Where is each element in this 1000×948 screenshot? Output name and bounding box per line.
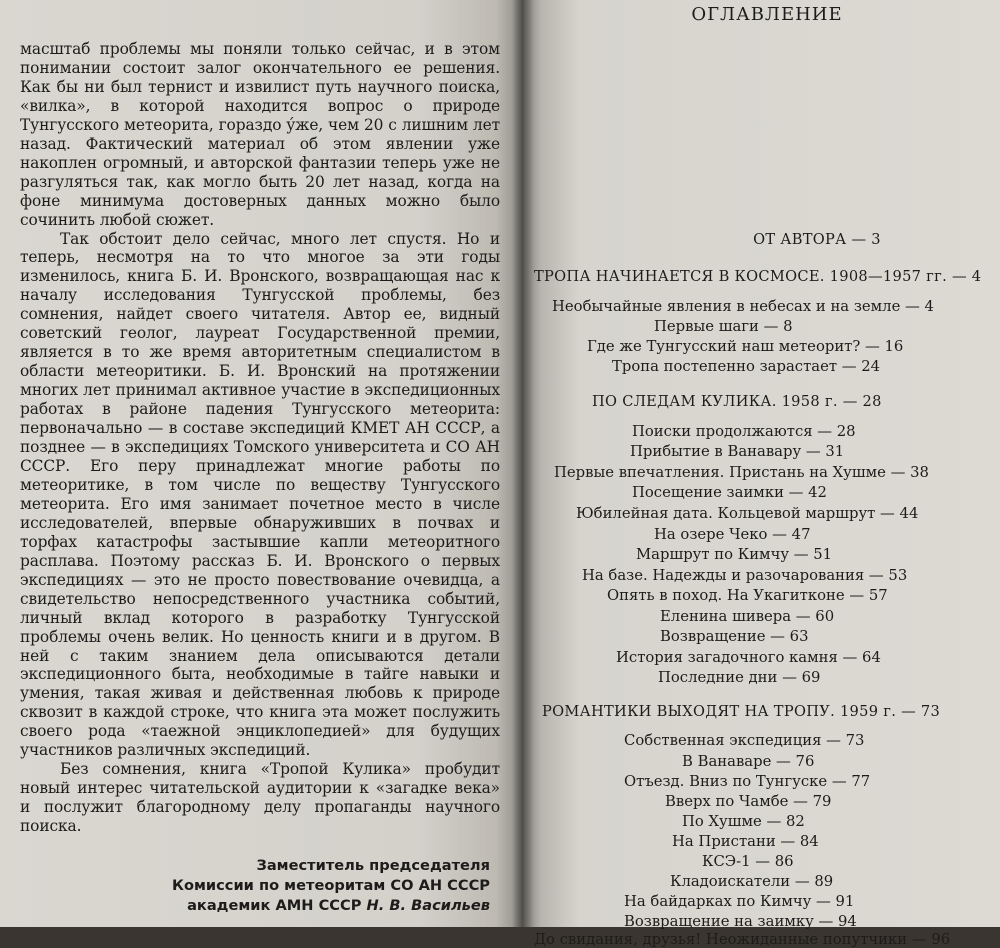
toc-entry: Где же Тунгусский наш метеорит? — 16 [587, 338, 904, 355]
toc-entry: Возвращение на заимку — 94 [624, 913, 857, 930]
toc-entry: По Хушме — 82 [682, 813, 805, 830]
toc-entry: Посещение заимки — 42 [632, 484, 827, 501]
toc-entry: Маршрут по Кимчу — 51 [636, 546, 833, 563]
signature-title: академик АМН СССР [187, 897, 367, 915]
toc-entry: Возвращение — 63 [660, 628, 809, 645]
toc-entry: Первые шаги — 8 [654, 318, 793, 335]
toc-entry: Собственная экспедиция — 73 [624, 732, 865, 749]
signature-block [20, 856, 500, 916]
toc-entry: Прибытие в Ванавару — 31 [630, 443, 845, 460]
paragraph-1: масштаб проблемы мы поняли только сейчас, и в этом понимании состоит залог окончательного ее решения. Как бы ни был тернист и извилист путь научного поиска, «вилка», в которой находится вопрос о природе Тунгусского метеорита, гораздо у́же, чем 20 с лишним лет назад. Фактический материал об этом явлении уже накоплен огромный, и авторской фантазии теперь уже не разгуляться так, как могло быть 20 лет назад, когда на фоне минимума достоверных данных можно было сочинить любой сюжет. [20, 40, 500, 229]
toc-entry: В Ванаваре — 76 [682, 753, 815, 770]
signature-line-1: Заместитель председателя [256, 857, 490, 875]
signature-line-3 [20, 896, 490, 916]
toc-entry: Еленина шивера — 60 [660, 608, 835, 625]
toc-entry: До свидания, друзья! Неожиданные попутчики — 96 [534, 931, 951, 948]
toc-entry: Первые впечатления. Пристань на Хушме — 38 [554, 464, 929, 481]
toc-section: РОМАНТИКИ ВЫХОДЯТ НА ТРОПУ. 1959 г. — 73 [542, 703, 941, 720]
toc-entry: Опять в поход. На Укагитконе — 57 [607, 587, 888, 604]
toc-section: ОТ АВТОРА — 3 [753, 231, 881, 248]
toc-entry: Последние дни — 69 [658, 669, 821, 686]
afterword-text [20, 40, 500, 836]
signature-name: Н. В. Васильев [366, 897, 490, 915]
toc-entry: На озере Чеко — 47 [654, 526, 811, 543]
toc-entry: Поиски продолжаются — 28 [632, 423, 856, 440]
paragraph-2: Так обстоит дело сейчас, много лет спустя. Но и теперь, несмотря на то что многое за эти годы изменилось, книга Б. И. Вронского, возвращающая нас к началу исследования Тунгусской проблемы, без сомнения, найдет своего читателя. Автор ее, видный советский геолог, лауреат Государственной премии, является в то же время авторитетным специалистом в области метеоритики. Б. И. Вронский на протяжении многих лет принимал активное участие в экспедиционных работах в районе падения Тунгусского метеорита: первоначально — в составе экспедиций КМЕТ АН СССР, а позднее — в экспедициях Томского университета и СО АН СССР. Его перу принадлежат многие работы по метеоритике, в том числе по веществу Тунгусского метеорита. Его имя занимает почетное место в числе исследователей, впервые обнаруживших в почвах и торфах катастрофы застывшие капли метеоритного расплава. Поэтому рассказ Б. И. Вронского о первых экспедициях — это не просто повествование очевидца, а свидетельство непосредственного участника событий, личный вклад которого в разработку Тунгусской проблемы очень велик. Но ценность книги и в другом. В ней с таким знанием дела описываются детали экспедиционного быта, необходимые в тайге навыки и умения, такая живая и действенная любовь к природе сквозит в каждой строке, что книга эта может послужить своего рода «таежной энциклопедией» для будущих участников различных экспедиций. [20, 229, 500, 760]
toc-entry: На Пристани — 84 [672, 833, 819, 850]
toc-heading: ОГЛАВЛЕНИЕ [691, 4, 843, 25]
toc-section: ПО СЛЕДАМ КУЛИКА. 1958 г. — 28 [592, 393, 882, 410]
toc-entry: Юбилейная дата. Кольцевой маршрут — 44 [576, 505, 919, 522]
toc-entry: Отъезд. Вниз по Тунгуске — 77 [624, 773, 871, 790]
toc-entry: Кладоискатели — 89 [670, 873, 834, 890]
toc-entry: КСЭ-1 — 86 [702, 853, 794, 870]
right-page [522, 0, 1000, 948]
toc-section: ТРОПА НАЧИНАЕТСЯ В КОСМОСЕ. 1908—1957 гг. — 4 [534, 268, 982, 285]
toc-entry: История загадочного камня — 64 [616, 649, 881, 666]
toc-entry: Тропа постепенно зарастает — 24 [612, 358, 881, 375]
toc-entry: На байдарках по Кимчу — 91 [624, 893, 855, 910]
signature-line-2: Комиссии по метеоритам СО АН СССР [172, 877, 490, 895]
paragraph-3: Без сомнения, книга «Тропой Кулика» пробудит новый интерес читательской аудитории к «загадке века» и послужит благородному делу пропаганды научного поиска. [20, 760, 500, 836]
toc-entry: Вверх по Чамбе — 79 [665, 793, 832, 810]
toc-entry: На базе. Надежды и разочарования — 53 [582, 567, 908, 584]
toc-entry: Необычайные явления в небесах и на земле — 4 [552, 298, 934, 315]
